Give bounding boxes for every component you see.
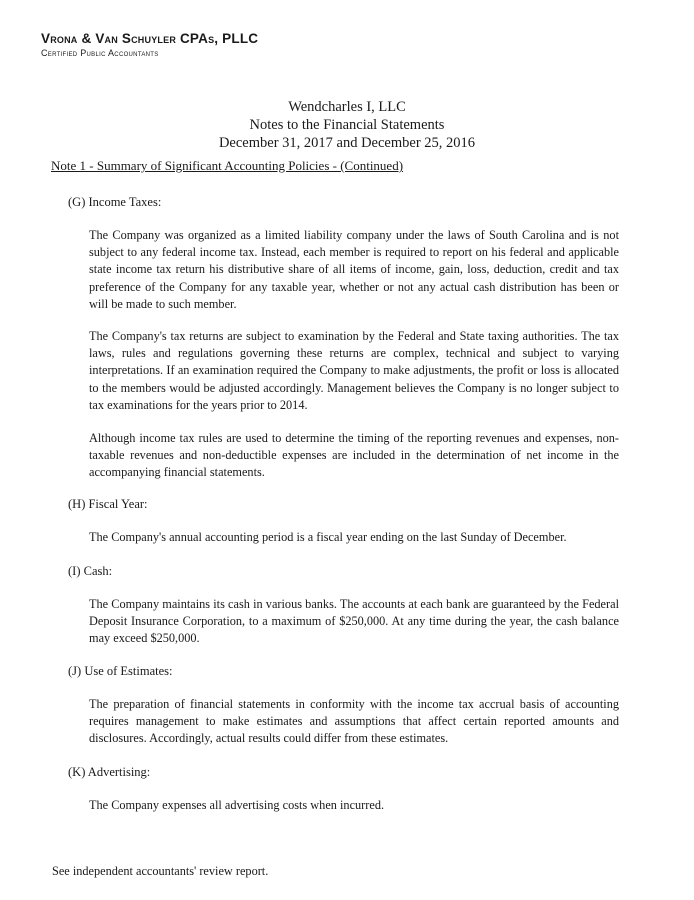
company-name: Wendcharles I, LLC	[288, 99, 406, 115]
paragraph-advertising: The Company expenses all advertising costs when incurred.	[89, 798, 385, 812]
section-heading-cash: (I) Cash:	[68, 564, 113, 578]
section-heading-use-of-estimates: (J) Use of Estimates:	[68, 664, 173, 678]
footer-note: See independent accountants' review report.	[52, 864, 269, 878]
firm-name: Vrona & Van Schuyler CPAs, PLLC	[41, 31, 259, 46]
note-heading: Note 1 - Summary of Significant Accounting Policies - (Continued)	[51, 158, 404, 173]
paragraph-fiscal-year: The Company's annual accounting period is a fiscal year ending on the last Sunday of December.	[89, 530, 567, 544]
paragraph-income-taxes-3: Although income tax rules are used to determine the timing of the reporting revenues and expenses, non-taxable revenues and non-deductible expenses are included in the determination of net income in the accompanying financial statements.	[89, 431, 619, 480]
firm-subtitle: Certified Public Accountants	[41, 48, 159, 58]
paragraph-cash: The Company maintains its cash in various banks. The accounts at each bank are guaranteed by the Federal Deposit Insurance Corporation, to a maximum of $250,000. At any time during the year, the cash balance may exceed $250,000.	[89, 597, 619, 646]
section-heading-income-taxes: (G) Income Taxes:	[68, 195, 162, 209]
paragraph-income-taxes-1: The Company was organized as a limited liability company under the laws of South Carolina and is not subject to any federal income tax. Instead, each member is required to report on his federal and applicable state income tax return his distributive share of all items of income, gain, loss, deduction, credit and tax preference of the Company for any taxable year, whether or not any actual cash distribution has been or will be made to such member.	[89, 228, 619, 311]
section-heading-advertising: (K) Advertising:	[68, 765, 151, 779]
statement-dates: December 31, 2017 and December 25, 2016	[218, 135, 476, 151]
paragraph-income-taxes-2: The Company's tax returns are subject to examination by the Federal and State taxing authorities. The tax laws, rules and regulations governing these returns are complex, technical and subject to varying interpretations. If an examination required the Company to make adjustments, the profit or loss is allocated to the members would be adjusted accordingly. Management believes the Company is no longer subject to tax examinations for the years prior to 2014.	[89, 329, 619, 412]
paragraph-use-of-estimates: The preparation of financial statements in conformity with the income tax accrual basis of accounting requires management to make estimates and assumptions that affect certain reported amounts and disclosures. Accordingly, actual results could differ from these estimates.	[89, 697, 619, 746]
document-title: Notes to the Financial Statements	[249, 117, 445, 133]
section-heading-fiscal-year: (H) Fiscal Year:	[68, 497, 148, 511]
title-block	[0, 98, 694, 152]
